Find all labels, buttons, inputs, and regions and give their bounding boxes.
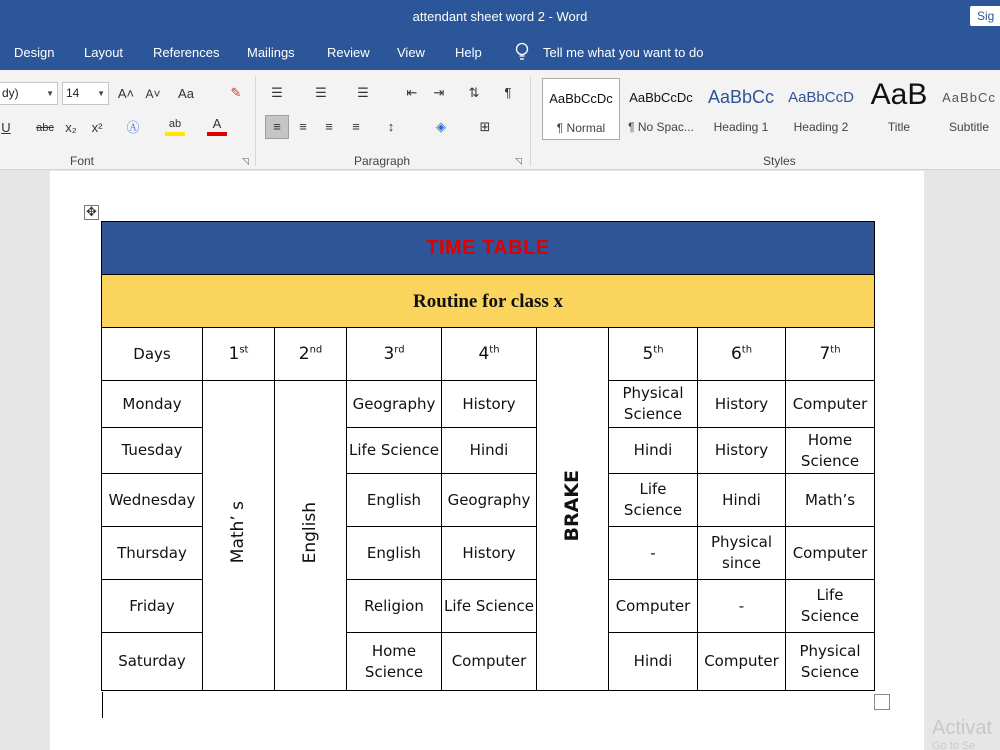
header-period-5: 5th	[609, 328, 698, 381]
highlight-icon[interactable]: ab	[165, 116, 185, 136]
numbering-icon[interactable]: ☰	[315, 85, 327, 100]
table-resize-handle[interactable]	[874, 694, 890, 710]
header-days: Days	[102, 328, 203, 381]
borders-icon[interactable]: ⊞	[479, 119, 491, 134]
header-period-2: 2nd	[275, 328, 347, 381]
title-bar	[0, 0, 1000, 36]
tab-mailings[interactable]: Mailings	[247, 45, 295, 60]
strikethrough-button[interactable]: abc	[36, 122, 54, 134]
table-move-handle-icon[interactable]: ✥	[84, 205, 99, 220]
subject-cell: Hindi	[609, 633, 698, 691]
subject-cell: Computer	[609, 580, 698, 633]
subject-cell: Hindi	[698, 474, 786, 527]
timetable-subtitle: Routine for class x	[102, 275, 875, 328]
subject-cell: -	[698, 580, 786, 633]
activation-watermark-sub: Go to Se	[932, 740, 976, 750]
chevron-down-icon: ▼	[46, 89, 54, 98]
subject-cell: History	[698, 428, 786, 474]
styles-group-label: Styles	[763, 154, 796, 168]
subject-cell: Computer	[786, 381, 875, 428]
bullets-icon[interactable]: ☰	[271, 85, 283, 100]
align-left-icon: ≡	[273, 119, 281, 134]
day-cell: Thursday	[102, 527, 203, 580]
justify-icon[interactable]: ≡	[352, 119, 360, 134]
underline-button[interactable]: U	[1, 120, 11, 135]
ribbon-tabs	[0, 36, 1000, 70]
font-size-value: 14	[66, 86, 80, 100]
styles-gallery	[538, 76, 1000, 144]
shading-icon[interactable]: ◈	[436, 119, 446, 134]
align-right-icon[interactable]: ≡	[325, 119, 333, 134]
day-cell: Saturday	[102, 633, 203, 691]
tell-me-search[interactable]: Tell me what you want to do	[543, 45, 704, 60]
lightbulb-icon[interactable]	[513, 42, 531, 62]
style-subtitle[interactable]: AaBbCc Subtitle	[942, 90, 996, 134]
line-spacing-icon[interactable]: ↕	[387, 119, 395, 134]
window-title: attendant sheet word 2 - Word	[412, 9, 588, 24]
style-no-spacing[interactable]: AaBbCcDc ¶ No Spac...	[628, 90, 694, 134]
subject-cell: Hindi	[609, 428, 698, 474]
period-1-merged	[203, 381, 275, 691]
paragraph-group-label: Paragraph	[354, 154, 411, 168]
period-2-merged	[275, 381, 347, 691]
style-title[interactable]: AaB Title	[870, 78, 928, 134]
text-effects-icon[interactable]: Ⓐ	[126, 120, 140, 135]
multilevel-list-icon[interactable]: ☰	[357, 85, 369, 100]
subject-cell: Life Science	[442, 580, 537, 633]
decrease-indent-icon[interactable]: ⇤	[406, 85, 418, 100]
subject-cell: English	[347, 527, 442, 580]
subject-cell: History	[698, 381, 786, 428]
subject-cell: Life Science	[347, 428, 442, 474]
subject-cell: Computer	[698, 633, 786, 691]
subject-cell: Geography	[347, 381, 442, 428]
group-divider	[255, 76, 256, 166]
group-divider	[530, 76, 531, 166]
tab-layout[interactable]: Layout	[84, 45, 124, 60]
font-color-icon[interactable]: A	[207, 116, 227, 136]
style-heading-2[interactable]: AaBbCcD Heading 2	[788, 89, 854, 134]
style-normal[interactable]: AaBbCcDc ¶ Normal	[542, 78, 620, 140]
subject-cell: History	[442, 527, 537, 580]
brake-label: BRAKE	[561, 470, 583, 542]
subject-cell: Home Science	[786, 428, 875, 474]
tab-references[interactable]: References	[153, 45, 220, 60]
tab-help[interactable]: Help	[455, 45, 482, 60]
header-period-1: 1st	[203, 328, 275, 381]
font-family-value: dy)	[2, 86, 19, 100]
subject-cell: Home Science	[347, 633, 442, 691]
tab-design[interactable]: Design	[14, 45, 55, 60]
ribbon	[0, 70, 1000, 170]
header-period-3: 3rd	[347, 328, 442, 381]
period-1-subject: Math’ s	[228, 501, 248, 564]
header-period-7: 7th	[786, 328, 875, 381]
subscript-button[interactable]: x₂	[65, 120, 77, 135]
font-group-label: Font	[70, 154, 95, 168]
subject-cell: Computer	[786, 527, 875, 580]
header-period-6: 6th	[698, 328, 786, 381]
period-2-subject: English	[300, 501, 320, 564]
sort-icon[interactable]: ⇅	[468, 85, 480, 100]
subject-cell: Physical since	[698, 527, 786, 580]
subject-cell: Physical Science	[786, 633, 875, 691]
font-dialog-launcher-icon[interactable]: ◹	[242, 156, 249, 166]
tab-view[interactable]: View	[397, 45, 425, 60]
subject-cell: -	[609, 527, 698, 580]
activation-watermark: Activat	[932, 717, 993, 739]
subject-cell: Life Science	[786, 580, 875, 633]
timetable	[101, 221, 875, 691]
font-size-combo[interactable]	[62, 82, 109, 105]
chevron-down-icon: ▼	[97, 89, 105, 98]
increase-indent-icon[interactable]: ⇥	[433, 85, 445, 100]
clear-formatting-icon[interactable]: ✎	[230, 85, 242, 100]
day-cell: Friday	[102, 580, 203, 633]
header-period-4: 4th	[442, 328, 537, 381]
subject-cell: English	[347, 474, 442, 527]
day-cell: Tuesday	[102, 428, 203, 474]
day-cell: Wednesday	[102, 474, 203, 527]
subject-cell: Physical Science	[609, 381, 698, 428]
subject-cell: Computer	[442, 633, 537, 691]
paragraph-dialog-launcher-icon[interactable]: ◹	[515, 156, 522, 166]
grow-font-button[interactable]: A˄	[117, 86, 135, 101]
shrink-font-button[interactable]: A˅	[145, 87, 161, 101]
align-center-icon[interactable]: ≡	[299, 119, 307, 134]
subject-cell: Hindi	[442, 428, 537, 474]
tab-review[interactable]: Review	[327, 45, 370, 60]
subject-cell: History	[442, 381, 537, 428]
text-cursor	[102, 692, 103, 718]
change-case-button[interactable]: Aa	[178, 86, 194, 101]
subject-cell: Math’s	[786, 474, 875, 527]
font-family-combo[interactable]	[0, 82, 58, 105]
style-heading-1[interactable]: AaBbCc Heading 1	[707, 87, 775, 134]
show-marks-icon[interactable]: ¶	[504, 85, 512, 100]
timetable-title: TIME TABLE	[102, 222, 875, 275]
subject-cell: Geography	[442, 474, 537, 527]
day-cell: Monday	[102, 381, 203, 428]
sign-in-button[interactable]: Sig	[970, 6, 1000, 26]
superscript-button[interactable]: x²	[91, 120, 103, 135]
subject-cell: Religion	[347, 580, 442, 633]
table-row	[102, 381, 875, 428]
brake-cell	[537, 328, 609, 691]
subject-cell: Life Science	[609, 474, 698, 527]
